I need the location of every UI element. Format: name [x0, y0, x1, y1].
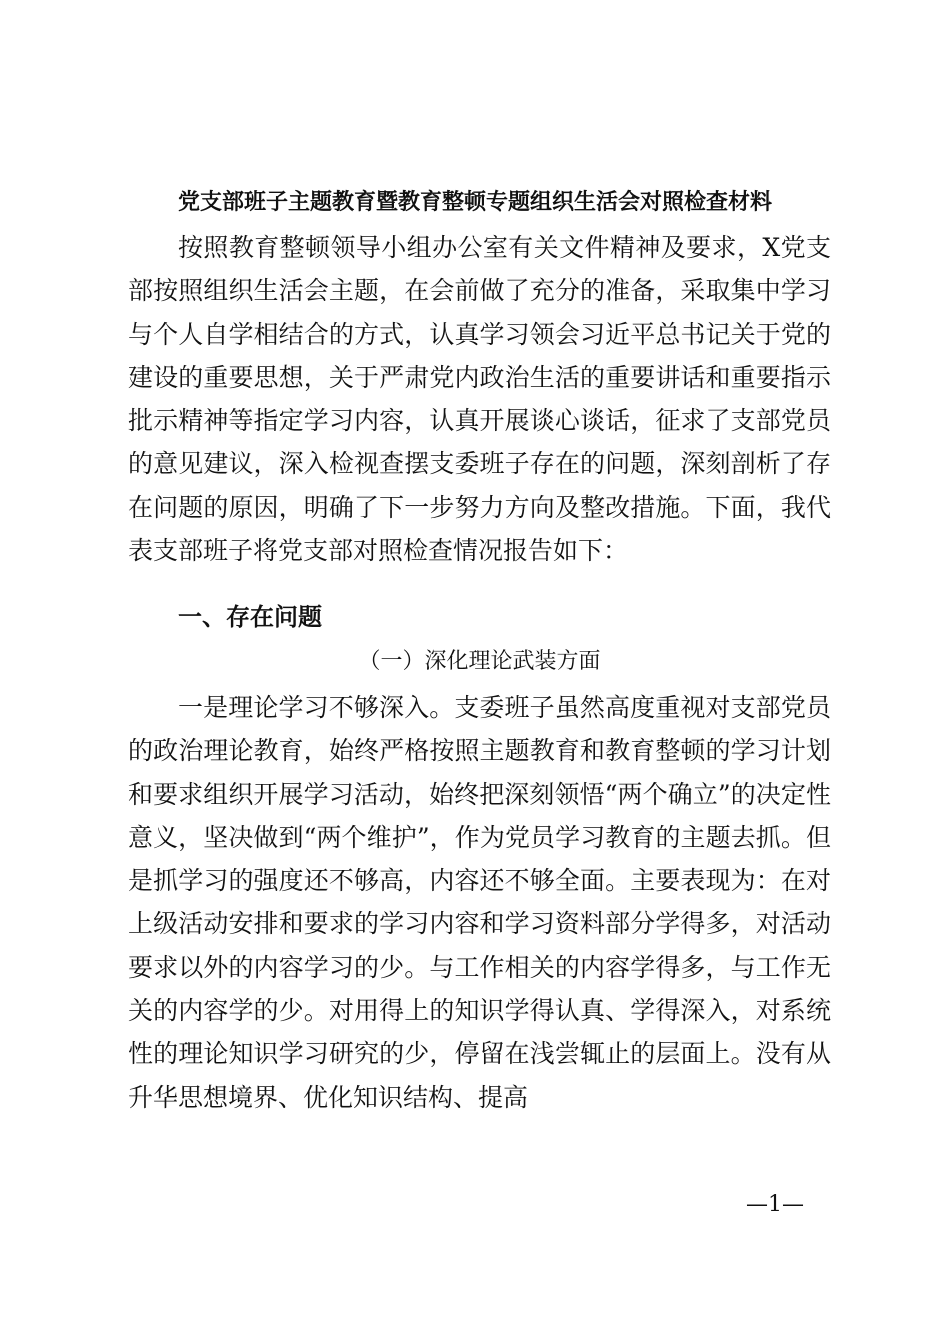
- section-heading: 一、存在问题: [178, 603, 322, 631]
- section-paragraph: 一是理论学习不够深入。支委班子虽然高度重视对支部党员的政治理论教育，始终严格按照主题教育和教育整顿的学习计划和要求组织开展学习活动，始终把深刻领悟“两个确立”的决定性意义，坚决做到“两个维护”，作为党员学习教育的主题去抓。但是抓学习的强度还不够高，内容还不够全面。主要表现为：在对上级活动安排和要求的学习内容和学习资料部分学得多，对活动要求以外的内容学习的少。与工作相关的内容学得多，与工作无关的内容学的少。对用得上的知识学得认真、学得深入，对系统性的理论知识学习研究的少，停留在浅尝辄止的层面上。没有从升华思想境界、优化知识结构、提高: [128, 693, 831, 1112]
- page-number: —1—: [746, 1192, 804, 1217]
- intro-paragraph: 按照教育整顿领导小组办公室有关文件精神及要求，X党支部按照组织生活会主题，在会前做了充分的准备，采取集中学习与个人自学相结合的方式，认真学习领会习近平总书记关于党的建设的重要思想，关于严肃党内政治生活的重要讲话和重要指示批示精神等指定学习内容，认真开展谈心谈话，征求了支部党员的意见建议，深入检视查摆支委班子存在的问题，深刻剖析了存在问题的原因，明确了下一步努力方向及整改措施。下面，我代表支部班子将党支部对照检查情况报告如下：: [128, 233, 831, 566]
- subsection-heading: （一）深化理论武装方面: [358, 649, 601, 674]
- document-title: 党支部班子主题教育暨教育整顿专题组织生活会对照检查材料: [177, 189, 772, 215]
